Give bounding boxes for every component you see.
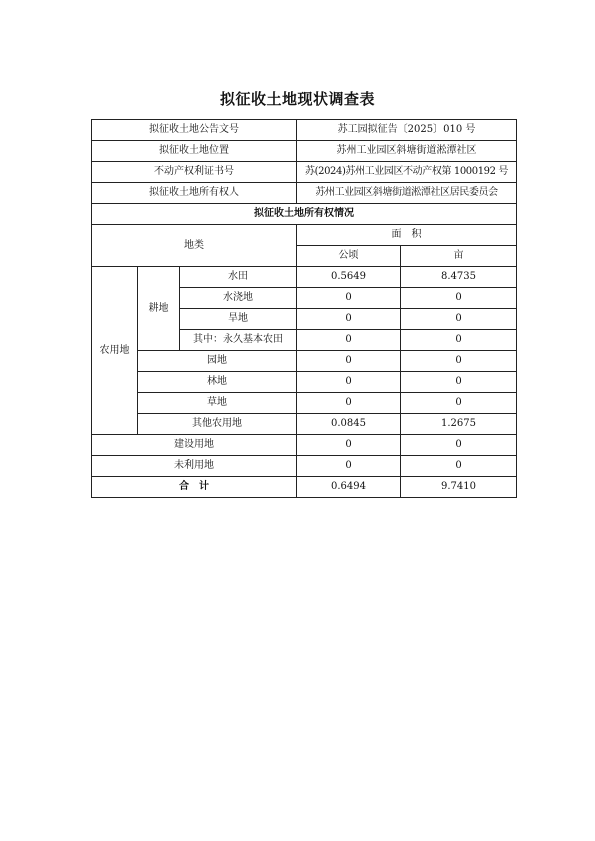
hectare-value: 0: [297, 435, 401, 456]
row-label: 建设用地: [92, 435, 297, 456]
hectare-value: 0.5649: [297, 267, 401, 288]
table-row: [92, 456, 517, 477]
row-label: 园地: [138, 351, 297, 372]
mu-value: 0: [401, 309, 517, 330]
row-label: 旱地: [180, 309, 297, 330]
table-row: [92, 414, 517, 435]
mu-value: 0: [401, 456, 517, 477]
hectare-value: 0.0845: [297, 414, 401, 435]
info-value: 苏(2024)苏州工业园区不动产权第 1000192 号: [297, 162, 517, 183]
total-row: [92, 477, 517, 498]
row-label: 草地: [138, 393, 297, 414]
section-header-row: [92, 204, 517, 225]
column-header-land-type: 地类: [92, 225, 297, 267]
table-row: [92, 267, 517, 288]
mu-value: 0: [401, 372, 517, 393]
hectare-value: 0: [297, 330, 401, 351]
mu-value: 0: [401, 288, 517, 309]
column-header-row: [92, 225, 517, 246]
info-label: 拟征收土地所有权人: [92, 183, 297, 204]
hectare-value: 0: [297, 351, 401, 372]
info-label: 拟征收土地公告文号: [92, 120, 297, 141]
table-row: [92, 435, 517, 456]
row-label: 未利用地: [92, 456, 297, 477]
table-row: [92, 372, 517, 393]
column-header-hectare: 公顷: [297, 246, 401, 267]
mu-value: 0: [401, 393, 517, 414]
agricultural-land-label: 农用地: [92, 267, 138, 435]
document-title: 拟征收土地现状调查表: [219, 90, 375, 108]
hectare-value: 0: [297, 288, 401, 309]
info-row-location: [92, 141, 517, 162]
row-label: 水浇地: [180, 288, 297, 309]
column-header-mu: 亩: [401, 246, 517, 267]
column-header-area: 面 积: [297, 225, 517, 246]
info-label: 拟征收土地位置: [92, 141, 297, 162]
row-label: 林地: [138, 372, 297, 393]
table-row: [92, 351, 517, 372]
info-value: 苏州工业园区斜塘街道淞潭社区: [297, 141, 517, 162]
info-row-certificate: [92, 162, 517, 183]
row-label: 水田: [180, 267, 297, 288]
land-survey-table: [91, 119, 517, 498]
mu-value: 0: [401, 435, 517, 456]
hectare-value: 0: [297, 372, 401, 393]
hectare-value: 0: [297, 309, 401, 330]
hectare-value: 0: [297, 393, 401, 414]
info-label: 不动产权利证书号: [92, 162, 297, 183]
total-mu: 9.7410: [401, 477, 517, 498]
row-label: 其中：永久基本农田: [180, 330, 297, 351]
total-hectare: 0.6494: [297, 477, 401, 498]
row-label: 其他农用地: [138, 414, 297, 435]
info-row-announcement: [92, 120, 517, 141]
info-row-owner: [92, 183, 517, 204]
mu-value: 0: [401, 351, 517, 372]
section-header: 拟征收土地所有权情况: [92, 204, 517, 225]
info-value: 苏工园拟征告〔2025〕010 号: [297, 120, 517, 141]
table-row: [92, 393, 517, 414]
mu-value: 0: [401, 330, 517, 351]
info-value: 苏州工业园区斜塘街道淞潭社区居民委员会: [297, 183, 517, 204]
total-label: 合 计: [92, 477, 297, 498]
cultivated-land-label: 耕地: [138, 267, 180, 351]
mu-value: 1.2675: [401, 414, 517, 435]
hectare-value: 0: [297, 456, 401, 477]
mu-value: 8.4735: [401, 267, 517, 288]
